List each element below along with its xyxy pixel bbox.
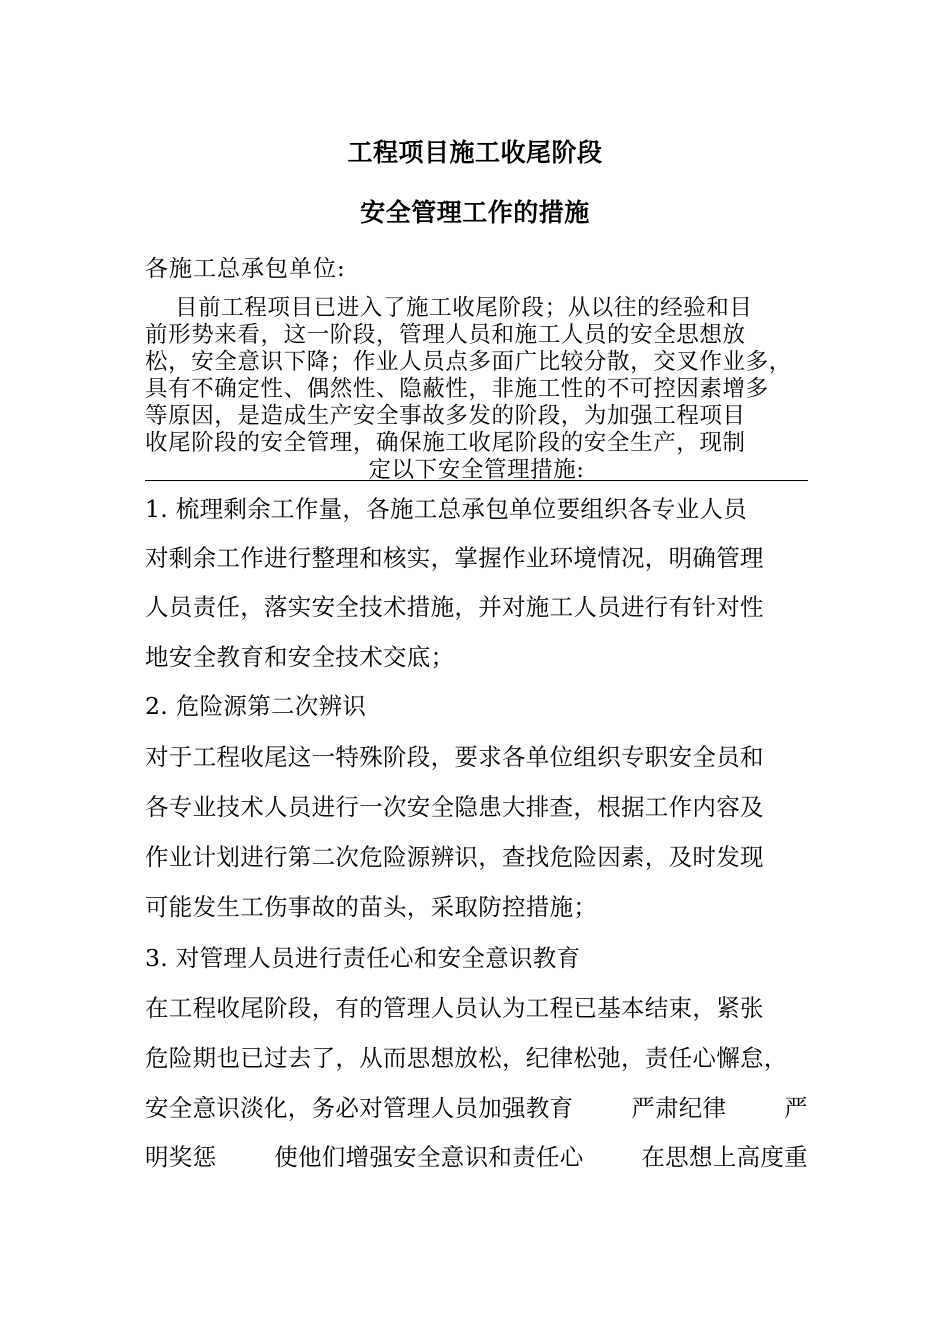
- intro-line: 定以下安全管理措施:: [368, 457, 585, 483]
- body-line: 1. 梳理剩余工作量，各施工总承包单位要组织各专业人员: [145, 495, 747, 523]
- text-segment: 严: [784, 1094, 808, 1122]
- body-line: 危险期也已过去了，从而思想放松，纪律松弛，责任心懈怠，: [145, 1044, 788, 1072]
- body-line: 人员责任，落实安全技术措施，并对施工人员进行有针对性: [145, 593, 764, 621]
- text-segment: 严肃纪律: [631, 1094, 727, 1122]
- document-title-line-2: 安全管理工作的措施: [360, 198, 590, 227]
- body-line: 可能发生工伤事故的苗头，采取防控措施；: [145, 893, 598, 921]
- intro-line: 前形势来看，这一阶段，管理人员和施工人员的安全思想放: [145, 322, 746, 348]
- section-heading-2: 2. 危险源第二次辨识: [145, 692, 367, 720]
- divider-rule: [145, 480, 808, 481]
- text-segment: 在思想上高度重: [641, 1143, 808, 1171]
- salutation: 各施工总承包单位:: [145, 256, 346, 282]
- body-line: 作业计划进行第二次危险源辨识，查找危险因素，及时发现: [145, 843, 764, 871]
- body-line: 地安全教育和安全技术交底；: [145, 643, 455, 671]
- body-line: 在工程收尾阶段，有的管理人员认为工程已基本结束，紧张: [145, 994, 764, 1022]
- document-title-line-1: 工程项目施工收尾阶段: [347, 138, 603, 167]
- section-heading-3: 3. 对管理人员进行责任心和安全意识教育: [145, 944, 581, 972]
- body-line: 对于工程收尾这一特殊阶段，要求各单位组织专职安全员和: [145, 743, 764, 771]
- body-line-spaced: [145, 1089, 808, 1123]
- intro-line: 目前工程项目已进入了施工收尾阶段；从以往的经验和目: [175, 295, 753, 321]
- body-line-spaced: [145, 1138, 808, 1172]
- intro-line: 具有不确定性、偶然性、隐蔽性，非施工性的不可控因素增多: [145, 376, 769, 402]
- text-segment: 使他们增强安全意识和责任心: [274, 1143, 584, 1171]
- text-segment: 安全意识淡化，务必对管理人员加强教育: [145, 1094, 574, 1122]
- text-segment: 明奖惩: [145, 1143, 217, 1171]
- intro-line: 收尾阶段的安全管理，确保施工收尾阶段的安全生产，现制: [145, 430, 746, 456]
- intro-paragraph: [145, 295, 808, 484]
- body-line: 各专业技术人员进行一次安全隐患大排查，根据工作内容及: [145, 793, 764, 821]
- intro-line: 等原因，是造成生产安全事故多发的阶段，为加强工程项目: [145, 403, 746, 429]
- intro-line: 松，安全意识下降；作业人员点多面广比较分散，交叉作业多，: [145, 349, 792, 375]
- body-line: 对剩余工作进行整理和核实，掌握作业环境情况，明确管理: [145, 544, 764, 572]
